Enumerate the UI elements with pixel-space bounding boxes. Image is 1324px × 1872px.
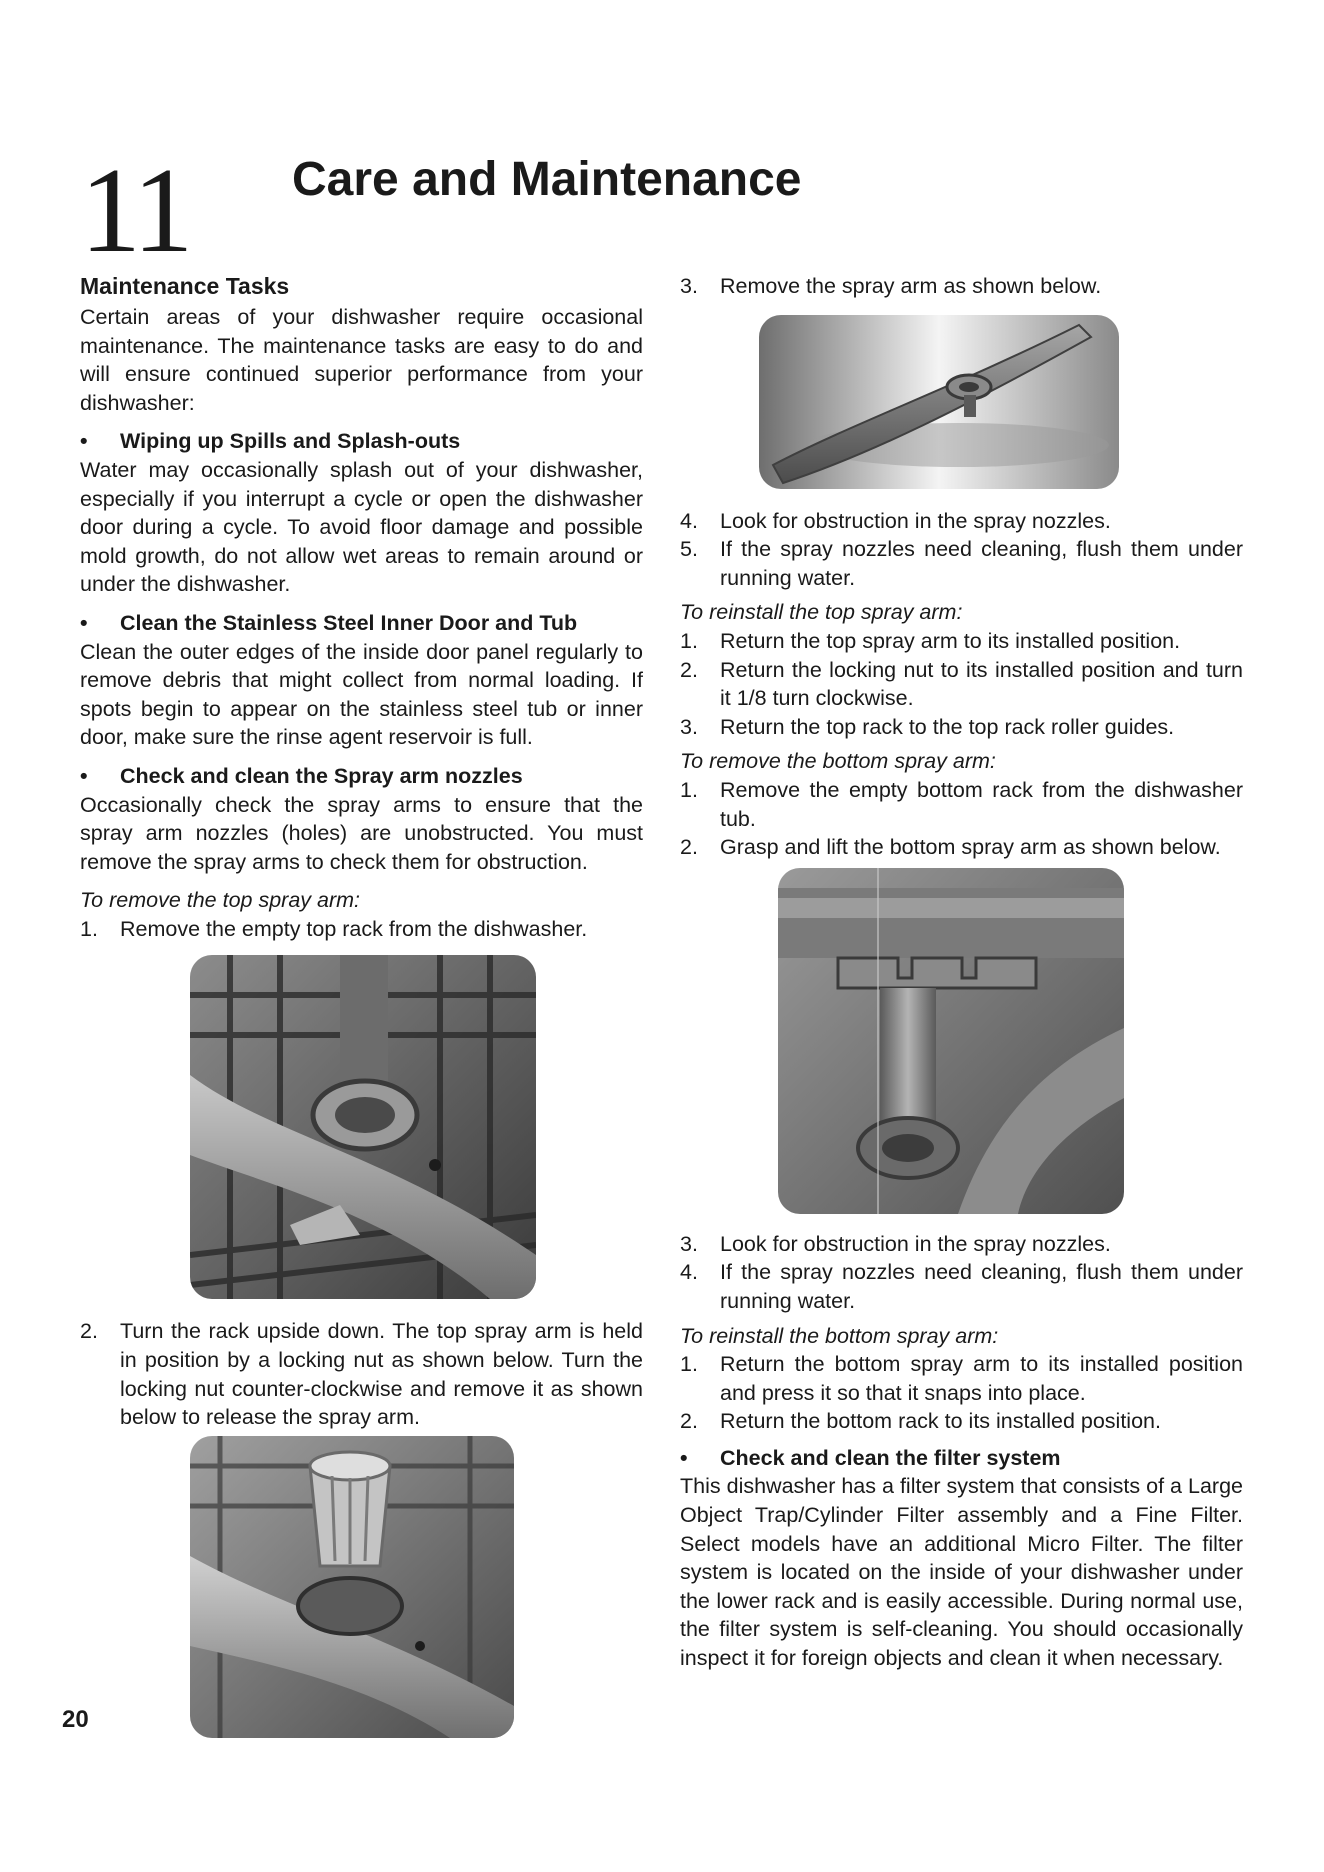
chapter-number: 11 bbox=[80, 143, 190, 278]
remove-top-steps bbox=[80, 915, 643, 944]
section-heading: Maintenance Tasks bbox=[80, 273, 290, 299]
list-item: 3. Remove the spray arm as shown below. bbox=[680, 274, 1102, 298]
right-column bbox=[680, 272, 1243, 1683]
locking-nut-photo bbox=[190, 1436, 514, 1738]
list-item: 3. Look for obstruction in the spray nozzles. bbox=[680, 1231, 1111, 1256]
bullet-title: Check and clean the filter system bbox=[720, 1445, 1061, 1470]
filter-paragraph: This dishwasher has a filter system that consists of a Large Object Trap/Cylinder Filter assembly and a Fine Filter. Select models have an additional Micro Filter. The filter system is located on the inside of your dishwasher under the lower rack and is easily accessible. During normal use, the filter system is self-cleaning. You should occasionally inspect it for foreign objects and clean it when necessary. bbox=[680, 1474, 1243, 1671]
list-item: 2. Grasp and lift the bottom spray arm as shown below. bbox=[680, 835, 1221, 860]
bullet-icon: • bbox=[680, 1445, 688, 1470]
list-item: 5. If the spray nozzles need cleaning, flush them under running water. bbox=[680, 537, 1243, 590]
bullet-heading-stainless bbox=[80, 609, 643, 638]
list-item: 2. Return the bottom rack to its installed position. bbox=[680, 1409, 1161, 1434]
bullet-icon: • bbox=[80, 429, 88, 454]
list-item: 2. Turn the rack upside down. The top spray arm is held in position by a locking nut as shown below. Turn the locking nut counter-clockwise and remove it as shown below to release the spray arm. bbox=[80, 1319, 643, 1430]
remove-top-steps-right bbox=[680, 272, 1243, 301]
reinstall-bottom-heading: To reinstall the bottom spray arm: bbox=[680, 1323, 999, 1348]
reinstall-bottom-steps bbox=[680, 1350, 1243, 1436]
bullet-title: Wiping up Spills and Splash-outs bbox=[120, 429, 461, 454]
intro-paragraph: Certain areas of your dishwasher require occasional maintenance. The maintenance tasks are easy to do and will ensure continued superior performance from your dishwasher: bbox=[80, 305, 643, 415]
list-item: 1. Remove the empty top rack from the dishwasher. bbox=[80, 916, 588, 941]
inspect-bottom-steps bbox=[680, 1230, 1243, 1316]
bullet-title: Clean the Stainless Steel Inner Door and Tub bbox=[120, 610, 578, 635]
bottom-spray-arm-photo bbox=[778, 868, 1124, 1214]
stainless-paragraph: Clean the outer edges of the inside door panel regularly to remove debris that might collect from normal loading. If spots begin to appear on the stainless steel tub or inner door, make sure the rinse agent reservoir is full. bbox=[80, 639, 643, 750]
list-item: 4. Look for obstruction in the spray nozzles. bbox=[680, 508, 1111, 533]
remove-top-heading: To remove the top spray arm: bbox=[80, 888, 361, 913]
remove-bottom-steps bbox=[680, 776, 1243, 862]
bullet-title: Check and clean the Spray arm nozzles bbox=[120, 763, 523, 788]
list-item: 4. If the spray nozzles need cleaning, flush them under running water. bbox=[680, 1260, 1243, 1313]
bullet-heading-spills bbox=[80, 427, 643, 456]
top-rack-photo bbox=[190, 955, 536, 1299]
bullet-icon: • bbox=[80, 763, 88, 788]
list-item: 1. Return the bottom spray arm to its installed position and press it so that it snaps into place. bbox=[680, 1352, 1243, 1405]
spills-paragraph: Water may occasionally splash out of your dishwasher, especially if you interrupt a cycle or open the dishwasher door during a cycle. To avoid floor damage and possible mold growth, do not allow wet areas to remain around or under the dishwasher. bbox=[80, 457, 643, 597]
chapter-title: Care and Maintenance bbox=[292, 153, 802, 206]
remove-bottom-heading: To remove the bottom spray arm: bbox=[680, 749, 996, 774]
reinstall-top-heading: To reinstall the top spray arm: bbox=[680, 600, 963, 625]
spray-arm-photo bbox=[759, 315, 1119, 489]
reinstall-top-steps bbox=[680, 627, 1243, 741]
list-item: 2. Return the locking nut to its installed position and turn it 1/8 turn clockwise. bbox=[680, 657, 1243, 711]
inspect-top-steps bbox=[680, 507, 1243, 593]
left-column bbox=[80, 272, 643, 1738]
list-item: 1. Remove the empty bottom rack from the dishwasher tub. bbox=[680, 777, 1243, 831]
page-number: 20 bbox=[62, 1706, 89, 1733]
bullet-heading-spray-arm bbox=[80, 762, 643, 791]
bullet-icon: • bbox=[80, 610, 88, 635]
spray-arm-paragraph: Occasionally check the spray arms to ensure that the spray arm nozzles (holes) are unobstructed. You must remove the spray arms to check them for obstruction. bbox=[80, 792, 643, 874]
list-item: 1. Return the top spray arm to its installed position. bbox=[680, 628, 1181, 653]
list-item: 3. Return the top rack to the top rack roller guides. bbox=[680, 714, 1175, 739]
bullet-heading-filter bbox=[680, 1444, 1243, 1473]
remove-top-steps-continued bbox=[80, 1317, 643, 1431]
